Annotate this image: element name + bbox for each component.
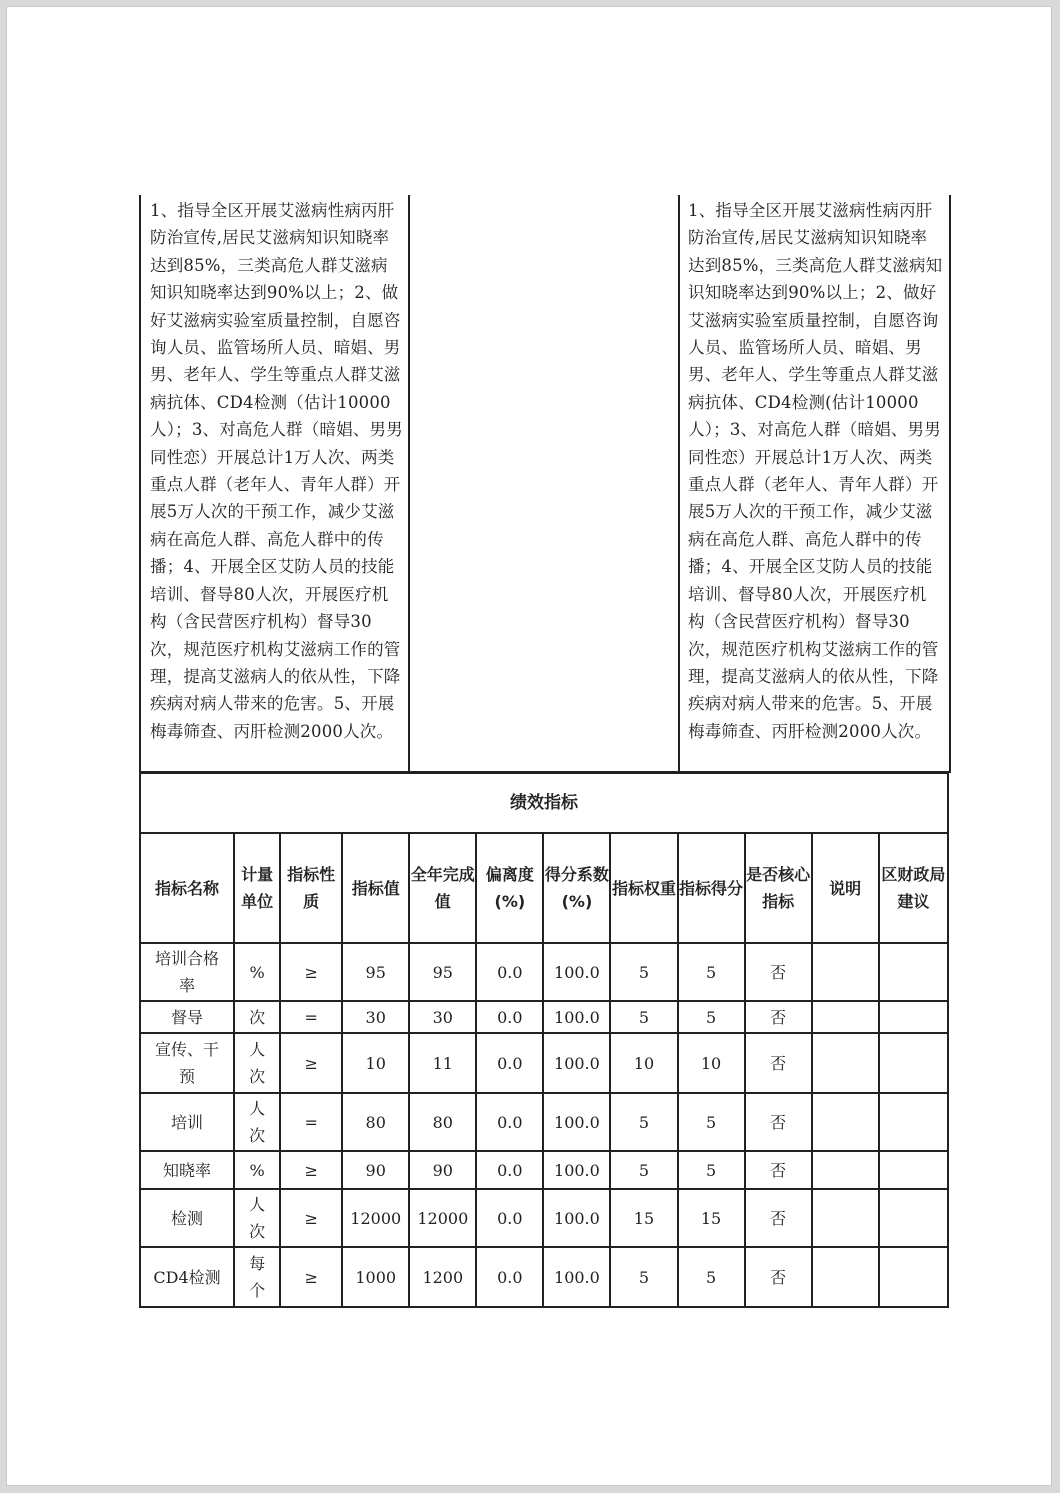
cell-annual-value: 80 [409,1093,476,1151]
cell-is-core: 否 [745,1189,812,1247]
cell-nature: = [280,1093,342,1151]
table-row [140,1189,948,1247]
cell-weight: 10 [610,1033,677,1093]
cell-note [812,1001,879,1033]
cell-target-value: 90 [342,1151,409,1189]
cell-indicator-name: 知晓率 [140,1151,234,1189]
performance-indicator-table [139,772,949,1308]
header-target-value: 指标值 [342,833,409,943]
header-weight: 指标权重 [610,833,677,943]
header-note: 说明 [812,833,879,943]
table-row [140,1093,948,1151]
cell-is-core: 否 [745,1001,812,1033]
target-description-table [139,195,951,773]
cell-finance-advice [879,943,948,1001]
cell-annual-value: 11 [409,1033,476,1093]
cell-indicator-name: 培训合格率 [140,943,234,1001]
cell-is-core: 否 [745,1093,812,1151]
table-row [140,943,948,1001]
cell-is-core: 否 [745,1247,812,1307]
cell-score: 5 [678,1001,745,1033]
cell-weight: 15 [610,1189,677,1247]
cell-annual-value: 95 [409,943,476,1001]
table-row [140,1001,948,1033]
header-unit: 计量单位 [234,833,280,943]
cell-deviation: 0.0 [476,1001,543,1033]
cell-finance-advice [879,1093,948,1151]
cell-deviation: 0.0 [476,943,543,1001]
cell-weight: 5 [610,1151,677,1189]
cell-note [812,943,879,1001]
cell-unit: 人次 [234,1093,280,1151]
cell-annual-value: 90 [409,1151,476,1189]
cell-score-coefficient: 100.0 [543,1189,610,1247]
cell-note [812,1151,879,1189]
cell-score-coefficient: 100.0 [543,1033,610,1093]
cell-weight: 5 [610,1093,677,1151]
cell-score: 5 [678,1247,745,1307]
table-row [140,1033,948,1093]
cell-weight: 5 [610,1247,677,1307]
description-cell-middle [409,195,679,772]
cell-nature: = [280,1001,342,1033]
cell-unit: % [234,943,280,1001]
cell-indicator-name: 督导 [140,1001,234,1033]
cell-annual-value: 1200 [409,1247,476,1307]
cell-unit: 次 [234,1001,280,1033]
header-row [140,833,948,943]
header-indicator-name: 指标名称 [140,833,234,943]
cell-note [812,1189,879,1247]
cell-deviation: 0.0 [476,1247,543,1307]
cell-target-value: 95 [342,943,409,1001]
cell-indicator-name: 培训 [140,1093,234,1151]
description-cell-left [140,195,409,772]
cell-weight: 5 [610,1001,677,1033]
cell-unit: % [234,1151,280,1189]
description-text-left: 1、指导全区开展艾滋病性病丙肝防治宣传,居民艾滋病知识知晓率达到85%，三类高危人群艾滋病知识知晓率达到90%以上；2、做好艾滋病实验室质量控制，自愿咨询人员、监管场所人员、暗娼、男男、老年人、学生等重点人群艾滋病抗体、CD4检测（估计10000人）；3、对高危人群（暗娼、男男同性恋）开展总计1万人次、两类重点人群（老年人、青年人群）开展5万人次的干预工作，减少艾滋病在高危人群、高危人群中的传播；4、开展全区艾防人员的技能培训、督导80人次，开展医疗机构（含民营医疗机构）督导30次，规范医疗机构艾滋病工作的管理，提高艾滋病人的依从性，下降疾病对病人带来的危害。5、开展梅毒筛查、丙肝检测2000人次。 [150,201,403,741]
cell-nature: ≥ [280,943,342,1001]
cell-deviation: 0.0 [476,1151,543,1189]
cell-unit: 人次 [234,1033,280,1093]
cell-note [812,1033,879,1093]
cell-unit: 每个 [234,1247,280,1307]
header-score: 指标得分 [678,833,745,943]
cell-annual-value: 12000 [409,1189,476,1247]
cell-note [812,1093,879,1151]
cell-finance-advice [879,1001,948,1033]
header-is-core: 是否核心指标 [745,833,812,943]
cell-finance-advice [879,1247,948,1307]
header-deviation: 偏离度(%) [476,833,543,943]
cell-target-value: 10 [342,1033,409,1093]
cell-score-coefficient: 100.0 [543,1001,610,1033]
cell-score-coefficient: 100.0 [543,943,610,1001]
cell-weight: 5 [610,943,677,1001]
cell-nature: ≥ [280,1189,342,1247]
cell-nature: ≥ [280,1151,342,1189]
cell-target-value: 80 [342,1093,409,1151]
table-row [140,1151,948,1189]
cell-deviation: 0.0 [476,1033,543,1093]
cell-is-core: 否 [745,1033,812,1093]
description-text-right: 1、指导全区开展艾滋病性病丙肝防治宣传,居民艾滋病知识知晓率达到85%，三类高危人群艾滋病知识知晓率达到90%以上；2、做好艾滋病实验室质量控制，自愿咨询人员、监管场所人员、暗娼、男男、老年人、学生等重点人群艾滋病抗体、CD4检测(估计10000人）；3、对高危人群（暗娼、男男同性恋）开展总计1万人次、两类重点人群（老年人、青年人群）开展5万人次的干预工作，减少艾滋病在高危人群、高危人群中的传播；4、开展全区艾防人员的技能培训、督导80人次，开展医疗机构（含民营医疗机构）督导30次，规范医疗机构艾滋病工作的管理，提高艾滋病人的依从性，下降疾病对病人带来的危害。5、开展梅毒筛查、丙肝检测2000人次。 [688,201,943,741]
cell-score-coefficient: 100.0 [543,1247,610,1307]
cell-score: 10 [678,1033,745,1093]
cell-target-value: 1000 [342,1247,409,1307]
cell-target-value: 30 [342,1001,409,1033]
cell-indicator-name: CD4检测 [140,1247,234,1307]
description-cell-right [679,195,950,772]
cell-score-coefficient: 100.0 [543,1151,610,1189]
description-row [140,195,950,772]
cell-score: 15 [678,1189,745,1247]
cell-nature: ≥ [280,1247,342,1307]
cell-score: 5 [678,1093,745,1151]
cell-nature: ≥ [280,1033,342,1093]
cell-indicator-name: 检测 [140,1189,234,1247]
cell-score: 5 [678,943,745,1001]
header-finance-advice: 区财政局建议 [879,833,948,943]
section-title: 绩效指标 [140,773,948,833]
cell-score: 5 [678,1151,745,1189]
cell-finance-advice [879,1033,948,1093]
cell-deviation: 0.0 [476,1093,543,1151]
cell-unit: 人次 [234,1189,280,1247]
cell-finance-advice [879,1189,948,1247]
table-row [140,1247,948,1307]
header-score-coefficient: 得分系数(%) [543,833,610,943]
header-nature: 指标性质 [280,833,342,943]
header-annual-value: 全年完成值 [409,833,476,943]
cell-score-coefficient: 100.0 [543,1093,610,1151]
cell-is-core: 否 [745,1151,812,1189]
cell-note [812,1247,879,1307]
cell-deviation: 0.0 [476,1189,543,1247]
cell-is-core: 否 [745,943,812,1001]
cell-annual-value: 30 [409,1001,476,1033]
cell-indicator-name: 宣传、干预 [140,1033,234,1093]
cell-target-value: 12000 [342,1189,409,1247]
cell-finance-advice [879,1151,948,1189]
